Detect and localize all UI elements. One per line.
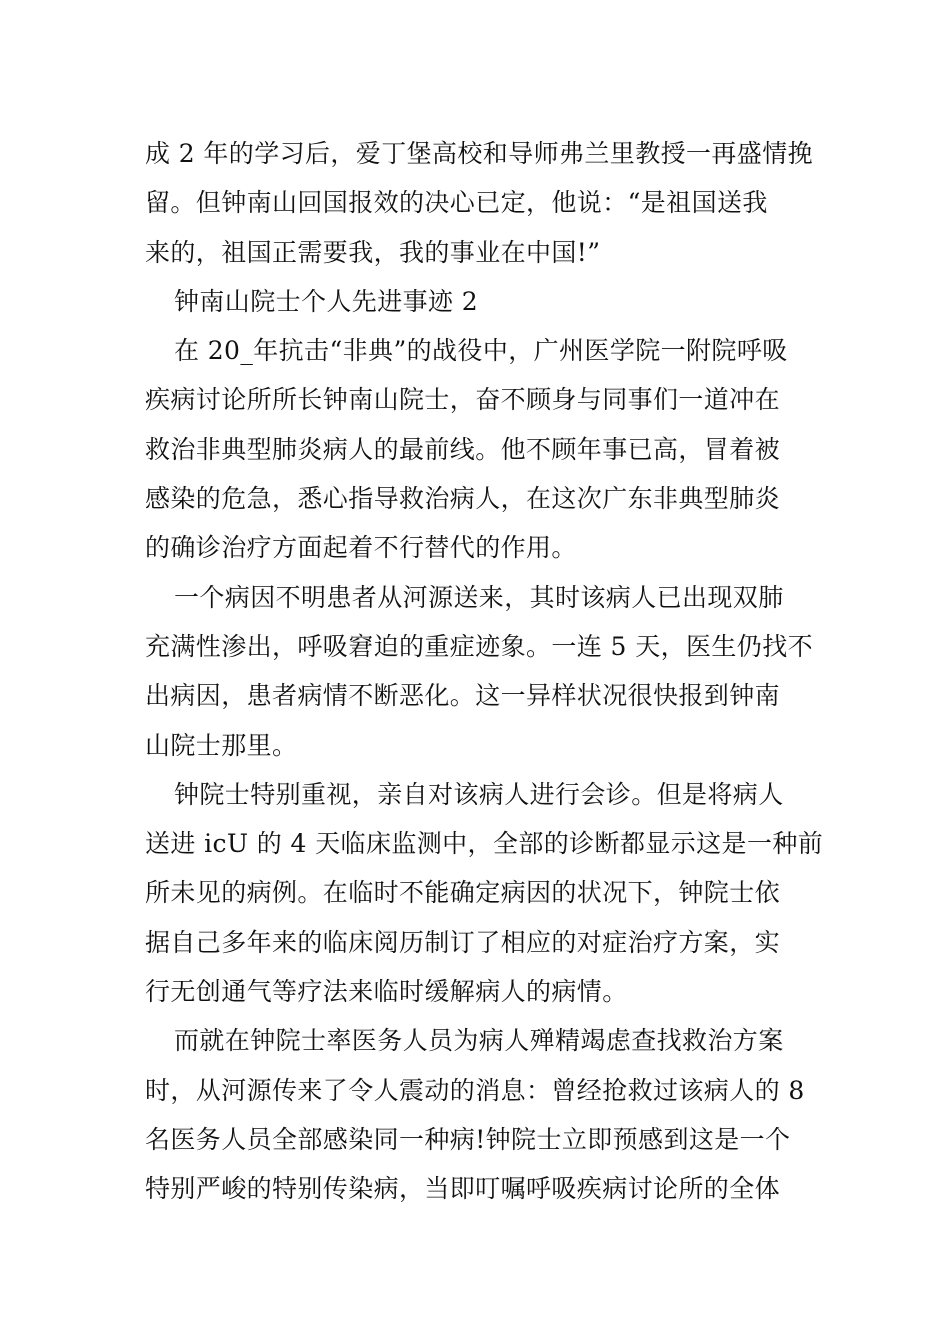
text-line: 所未见的病例。在临时不能确定病因的状况下，钟院士依 bbox=[145, 878, 781, 908]
text-line: 名医务人员全部感染同一种病!钟院士立即预感到这是一个 bbox=[145, 1124, 791, 1154]
document-body bbox=[145, 129, 824, 1214]
text-line: 的确诊治疗方面起着不行替代的作用。 bbox=[145, 533, 577, 563]
text-line: 时，从河源传来了令人震动的消息：曾经抢救过该病人的 8 bbox=[145, 1075, 805, 1105]
text-line: 留。但钟南山回国报效的决心已定，他说：“是祖国送我 bbox=[145, 188, 768, 218]
text-line: 山院士那里。 bbox=[145, 730, 298, 760]
section-heading: 钟南山院士个人先进事迹 2 bbox=[174, 286, 479, 316]
text-line: 感染的危急，悉心指导救治病人，在这次广东非典型肺炎 bbox=[145, 484, 781, 514]
text-line: 送进 icU 的 4 天临床监测中，全部的诊断都显示这是一种前 bbox=[145, 829, 824, 859]
text-line: 出病因，患者病情不断恶化。这一异样状况很快报到钟南 bbox=[145, 681, 781, 711]
text-line: 来的，祖国正需要我，我的事业在中国!” bbox=[145, 237, 601, 267]
text-line: 成 2 年的学习后，爱丁堡高校和导师弗兰里教授一再盛情挽 bbox=[145, 139, 814, 168]
text-line: 救治非典型肺炎病人的最前线。他不顾年事已高，冒着被 bbox=[145, 434, 781, 464]
text-line: 在 20_年抗击“非典”的战役中，广州医学院一附院呼吸 bbox=[174, 336, 788, 366]
text-line: 充满性渗出，呼吸窘迫的重症迹象。一连 5 天，医生仍找不 bbox=[145, 631, 814, 661]
text-line: 行无创通气等疗法来临时缓解病人的病情。 bbox=[145, 977, 628, 1007]
text-line: 钟院士特别重视，亲自对该病人进行会诊。但是将病人 bbox=[174, 779, 784, 809]
text-line: 而就在钟院士率医务人员为病人殚精竭虑查找救治方案 bbox=[174, 1026, 784, 1056]
text-line: 一个病因不明患者从河源送来，其时该病人已出现双肺 bbox=[174, 582, 784, 612]
text-line: 据自己多年来的临床阅历制订了相应的对症治疗方案，实 bbox=[145, 927, 781, 957]
text-line: 特别严峻的特别传染病，当即叮嘱呼吸疾病讨论所的全体 bbox=[145, 1174, 781, 1204]
text-line: 疾病讨论所所长钟南山院士，奋不顾身与同事们一道冲在 bbox=[145, 385, 781, 415]
